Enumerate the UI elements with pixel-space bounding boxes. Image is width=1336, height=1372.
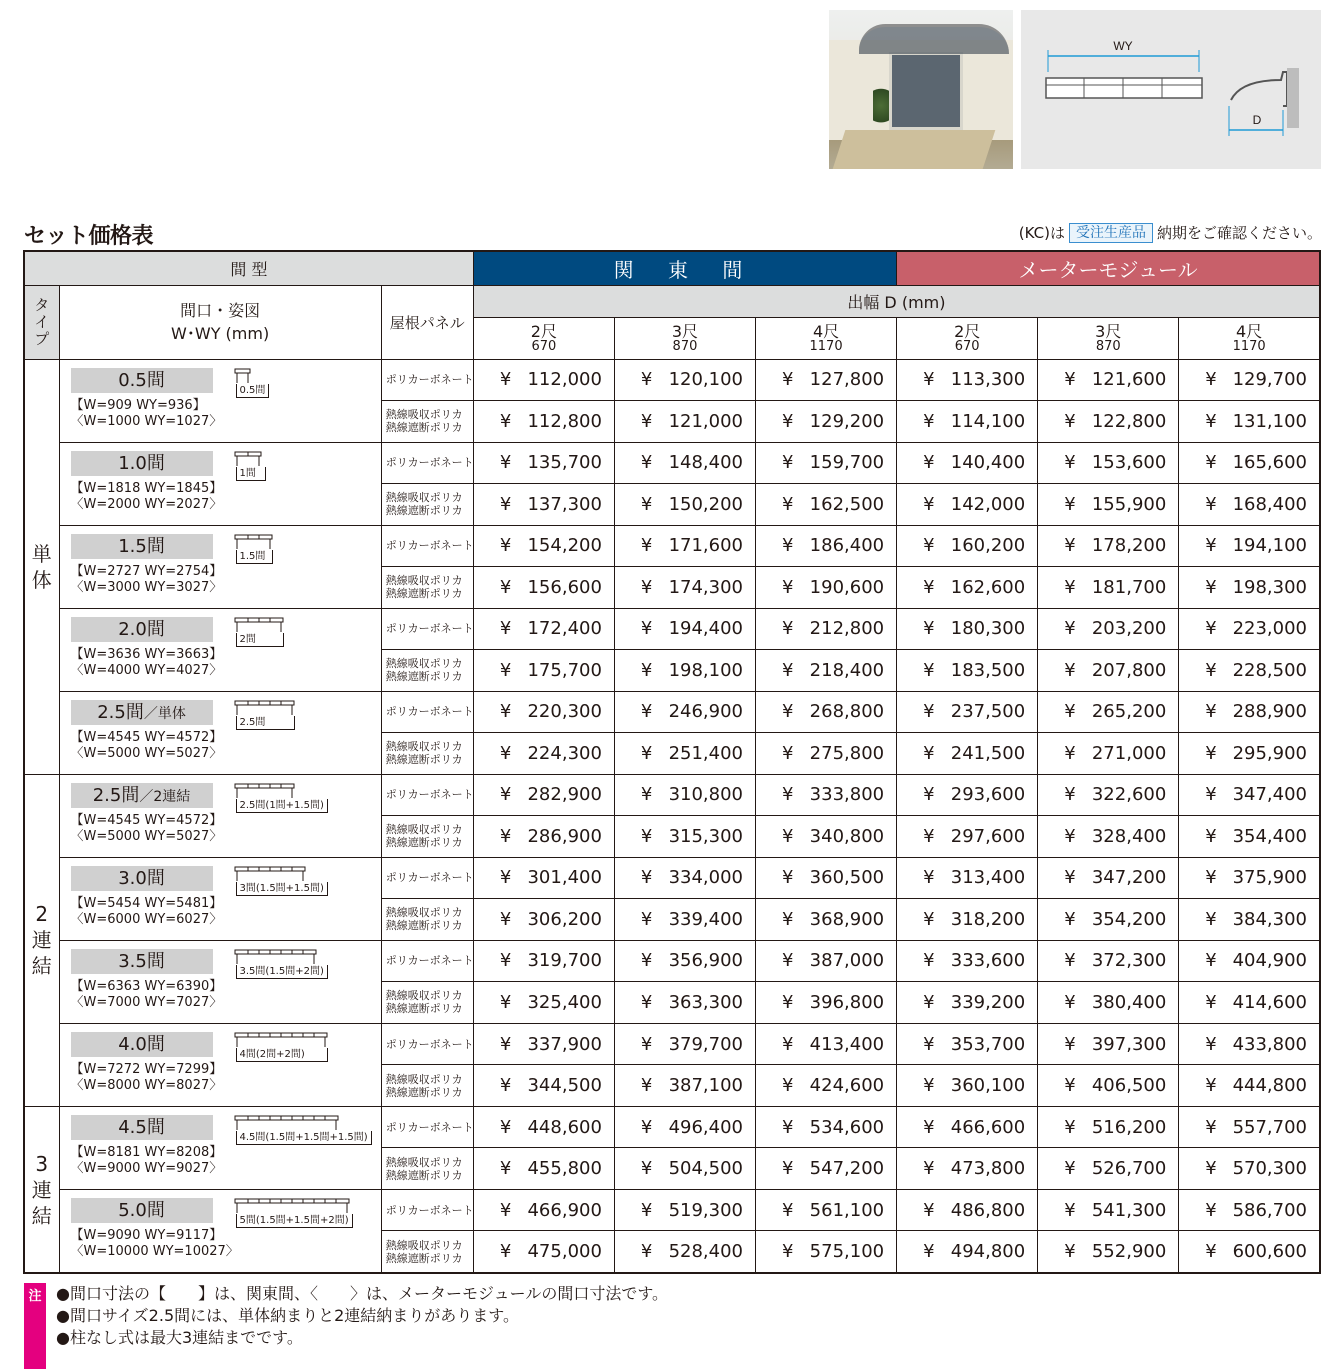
- price-cell: ¥ 516,200: [1038, 1107, 1179, 1148]
- price-cell: ¥ 220,300: [473, 691, 614, 732]
- width-dims: 【W=4545 WY=4572】 〈W=5000 WY=5027〉: [70, 729, 223, 761]
- sketch-caption: 2間: [236, 633, 284, 647]
- width-dims: 【W=6363 WY=6390】 〈W=7000 WY=7027〉: [70, 978, 223, 1010]
- price-cell: ¥ 526,700: [1038, 1148, 1179, 1190]
- price-cell: ¥ 387,000: [756, 940, 897, 981]
- depth-size-header: 3尺 870: [614, 317, 755, 359]
- panel-name: ポリカーボネート: [381, 1107, 473, 1148]
- price-cell: ¥ 198,300: [1179, 566, 1320, 608]
- price-cell: ¥ 318,200: [897, 898, 1038, 940]
- panel-name: 熱線吸収ポリカ 熱線遮断ポリカ: [381, 1065, 473, 1107]
- price-cell: ¥ 360,500: [756, 857, 897, 898]
- price-cell: ¥ 424,600: [756, 1065, 897, 1107]
- width-dims: 【W=7272 WY=7299】 〈W=8000 WY=8027〉: [70, 1062, 223, 1093]
- price-cell: ¥ 198,100: [614, 649, 755, 691]
- type-cell: 2 連 結: [24, 774, 59, 1106]
- price-cell: ¥ 160,200: [897, 525, 1038, 566]
- note-line: ●間口サイズ2.5間には、単体納まりと2連結納まりがあります。: [56, 1306, 520, 1325]
- type-cell: 3 連 結: [24, 1107, 59, 1273]
- price-cell: ¥ 372,300: [1038, 940, 1179, 981]
- price-cell: ¥ 353,700: [897, 1024, 1038, 1065]
- layout-sketch-icon: [234, 451, 262, 479]
- price-cell: ¥ 224,300: [473, 732, 614, 774]
- panel-name: ポリカーボネート: [381, 857, 473, 898]
- price-cell: ¥ 203,200: [1038, 608, 1179, 649]
- price-cell: ¥ 178,200: [1038, 525, 1179, 566]
- layout-sketch-icon: [234, 1032, 328, 1060]
- price-cell: ¥ 600,600: [1179, 1231, 1320, 1273]
- price-cell: ¥ 396,800: [756, 981, 897, 1023]
- price-cell: ¥ 120,100: [614, 359, 755, 400]
- table-row: [24, 774, 1320, 815]
- panel-name: 熱線吸収ポリカ 熱線遮断ポリカ: [381, 1148, 473, 1190]
- price-cell: ¥ 496,400: [614, 1107, 755, 1148]
- price-cell: ¥ 112,800: [473, 400, 614, 442]
- notes: [24, 1283, 668, 1349]
- price-cell: ¥ 310,800: [614, 774, 755, 815]
- price-cell: ¥ 223,000: [1179, 608, 1320, 649]
- depth-size-header: 4尺 1170: [1179, 317, 1320, 359]
- price-cell: ¥ 528,400: [614, 1231, 755, 1273]
- width-label: 4.5間: [71, 1115, 213, 1140]
- price-cell: ¥ 159,700: [756, 442, 897, 483]
- table-row: [24, 1190, 1320, 1231]
- price-cell: ¥ 360,100: [897, 1065, 1038, 1107]
- price-cell: ¥ 150,200: [614, 483, 755, 525]
- price-cell: ¥ 433,800: [1179, 1024, 1320, 1065]
- price-cell: ¥ 156,600: [473, 566, 614, 608]
- depth-size-header: 2尺 670: [897, 317, 1038, 359]
- layout-sketch-icon: [234, 949, 324, 977]
- price-cell: ¥ 148,400: [614, 442, 755, 483]
- price-cell: ¥ 228,500: [1179, 649, 1320, 691]
- table-row: [24, 442, 1320, 483]
- price-cell: ¥ 142,000: [897, 483, 1038, 525]
- price-cell: ¥ 344,500: [473, 1065, 614, 1107]
- price-cell: ¥ 194,400: [614, 608, 755, 649]
- price-cell: ¥ 313,400: [897, 857, 1038, 898]
- width-dims: 【W=3636 WY=3663】 〈W=4000 WY=4027〉: [70, 646, 223, 678]
- price-cell: ¥ 121,600: [1038, 359, 1179, 400]
- price-cell: ¥ 295,900: [1179, 732, 1320, 774]
- price-cell: ¥ 504,500: [614, 1148, 755, 1190]
- panel-name: ポリカーボネート: [381, 940, 473, 981]
- sketch-caption: 3.5間(1.5間+2間): [236, 965, 328, 979]
- price-cell: ¥ 466,600: [897, 1107, 1038, 1148]
- type-cell: 単 体: [24, 359, 59, 774]
- width-label: 4.0間: [71, 1032, 213, 1057]
- price-cell: ¥ 475,000: [473, 1231, 614, 1273]
- price-cell: ¥ 265,200: [1038, 691, 1179, 732]
- layout-sketch-icon: [234, 700, 295, 728]
- price-cell: ¥ 519,300: [614, 1190, 755, 1231]
- width-dims: 【W=8181 WY=8208】 〈W=9000 WY=9027〉: [70, 1145, 223, 1177]
- maguchi-header: 間口・姿図 W･WY (mm): [59, 285, 381, 359]
- width-dims: 【W=2727 WY=2754】 〈W=3000 WY=3027〉: [70, 563, 223, 595]
- price-cell: ¥ 180,300: [897, 608, 1038, 649]
- kanto-header: 関 東 間: [473, 251, 896, 285]
- page-title: セット価格表: [24, 224, 154, 249]
- width-label: 3.0間: [71, 866, 213, 891]
- panel-name: ポリカーボネート: [381, 1024, 473, 1065]
- width-cell: [59, 774, 381, 857]
- layout-sketch-icon: [234, 1115, 368, 1144]
- note-line: ●間口寸法の【 】は、関東間、〈 〉は、メーターモジュールの間口寸法です。: [56, 1284, 669, 1303]
- price-cell: ¥ 356,900: [614, 940, 755, 981]
- kc-note: (KC)は 受注生産品 納期をご確認ください。: [1018, 224, 1322, 242]
- price-cell: ¥ 162,600: [897, 566, 1038, 608]
- price-cell: ¥ 379,700: [614, 1024, 755, 1065]
- width-dims: 【W=1818 WY=1845】 〈W=2000 WY=2027〉: [70, 480, 223, 512]
- price-cell: ¥ 194,100: [1179, 525, 1320, 566]
- price-cell: ¥ 129,200: [756, 400, 897, 442]
- price-cell: ¥ 406,500: [1038, 1065, 1179, 1107]
- price-cell: ¥ 334,000: [614, 857, 755, 898]
- width-dims: 【W=9090 WY=9117】 〈W=10000 WY=10027〉: [70, 1228, 239, 1260]
- depth-size-header: 2尺 670: [473, 317, 614, 359]
- price-cell: ¥ 165,600: [1179, 442, 1320, 483]
- price-cell: ¥ 129,700: [1179, 359, 1320, 400]
- sketch-caption: 4.5間(1.5間+1.5間+1.5間): [236, 1131, 372, 1145]
- price-cell: ¥ 183,500: [897, 649, 1038, 691]
- panel-name: 熱線吸収ポリカ 熱線遮断ポリカ: [381, 815, 473, 857]
- price-cell: ¥ 363,300: [614, 981, 755, 1023]
- price-cell: ¥ 181,700: [1038, 566, 1179, 608]
- price-cell: ¥ 397,300: [1038, 1024, 1179, 1065]
- price-cell: ¥ 414,600: [1179, 981, 1320, 1023]
- wy-label: WY: [1113, 39, 1133, 53]
- width-cell: [59, 442, 381, 525]
- sketch-caption: 0.5間: [236, 384, 270, 398]
- price-cell: ¥ 319,700: [473, 940, 614, 981]
- panel-name: 熱線吸収ポリカ 熱線遮断ポリカ: [381, 898, 473, 940]
- price-cell: ¥ 384,300: [1179, 898, 1320, 940]
- width-label: 1.5間: [71, 534, 213, 559]
- price-cell: ¥ 315,300: [614, 815, 755, 857]
- price-cell: ¥ 190,600: [756, 566, 897, 608]
- sketch-caption: 1間: [236, 467, 266, 481]
- price-cell: ¥ 275,800: [756, 732, 897, 774]
- price-cell: ¥ 387,100: [614, 1065, 755, 1107]
- price-cell: ¥ 333,600: [897, 940, 1038, 981]
- panel-name: 熱線吸収ポリカ 熱線遮断ポリカ: [381, 981, 473, 1023]
- note-line: ●柱なし式は最大3連結までです。: [56, 1328, 303, 1347]
- d-label: D: [1252, 113, 1262, 127]
- width-cell: [59, 359, 381, 442]
- price-cell: ¥ 541,300: [1038, 1190, 1179, 1231]
- price-cell: ¥ 137,300: [473, 483, 614, 525]
- price-cell: ¥ 171,600: [614, 525, 755, 566]
- price-cell: ¥ 286,900: [473, 815, 614, 857]
- width-cell: [59, 1024, 381, 1107]
- width-cell: [59, 940, 381, 1023]
- sketch-caption: 2.5間(1間+1.5間): [236, 799, 328, 813]
- sketch-caption: 1.5間: [236, 550, 273, 564]
- price-cell: ¥ 473,800: [897, 1148, 1038, 1190]
- table-row: [24, 857, 1320, 898]
- width-cell: [59, 691, 381, 774]
- layout-sketch-icon: [234, 783, 324, 811]
- panel-name: ポリカーボネート: [381, 525, 473, 566]
- depth-size-header: 4尺 1170: [756, 317, 897, 359]
- price-cell: ¥ 328,400: [1038, 815, 1179, 857]
- price-cell: ¥ 466,900: [473, 1190, 614, 1231]
- price-cell: ¥ 246,900: [614, 691, 755, 732]
- price-cell: ¥ 340,800: [756, 815, 897, 857]
- price-cell: ¥ 333,800: [756, 774, 897, 815]
- price-cell: ¥ 347,200: [1038, 857, 1179, 898]
- width-cell: [59, 1107, 381, 1190]
- depth-size-header: 3尺 870: [1038, 317, 1179, 359]
- product-photo: [829, 10, 1013, 169]
- price-cell: ¥ 268,800: [756, 691, 897, 732]
- layout-sketch-icon: [234, 866, 324, 894]
- sketch-caption: 3間(1.5間+1.5間): [236, 882, 328, 896]
- price-cell: ¥ 561,100: [756, 1190, 897, 1231]
- price-cell: ¥ 112,000: [473, 359, 614, 400]
- panel-name: ポリカーボネート: [381, 442, 473, 483]
- width-dims: 【W=4545 WY=4572】 〈W=5000 WY=5027〉: [70, 812, 223, 844]
- price-cell: ¥ 155,900: [1038, 483, 1179, 525]
- price-cell: ¥ 241,500: [897, 732, 1038, 774]
- panel-name: 熱線吸収ポリカ 熱線遮断ポリカ: [381, 649, 473, 691]
- width-label: 3.5間: [71, 949, 213, 974]
- width-label: 2.5間／2連結: [71, 783, 213, 808]
- sketch-caption: 5間(1.5間+1.5間+2間): [236, 1214, 353, 1228]
- type-header: タイプ: [24, 285, 59, 359]
- roof-header: 屋根パネル: [381, 285, 473, 359]
- price-cell: ¥ 534,600: [756, 1107, 897, 1148]
- price-cell: ¥ 174,300: [614, 566, 755, 608]
- price-cell: ¥ 552,900: [1038, 1231, 1179, 1273]
- price-cell: ¥ 207,800: [1038, 649, 1179, 691]
- price-cell: ¥ 347,400: [1179, 774, 1320, 815]
- price-cell: ¥ 337,900: [473, 1024, 614, 1065]
- panel-name: 熱線吸収ポリカ 熱線遮断ポリカ: [381, 483, 473, 525]
- width-cell: [59, 608, 381, 691]
- sketch-caption: 4間(2間+2間): [236, 1048, 328, 1062]
- layout-sketch-icon: [234, 534, 273, 562]
- price-cell: ¥ 172,400: [473, 608, 614, 649]
- panel-name: 熱線吸収ポリカ 熱線遮断ポリカ: [381, 732, 473, 774]
- price-cell: ¥ 368,900: [756, 898, 897, 940]
- price-cell: ¥ 168,400: [1179, 483, 1320, 525]
- table-row: [24, 1024, 1320, 1065]
- price-cell: ¥ 570,300: [1179, 1148, 1320, 1190]
- price-cell: ¥ 404,900: [1179, 940, 1320, 981]
- price-cell: ¥ 186,400: [756, 525, 897, 566]
- panel-name: 熱線吸収ポリカ 熱線遮断ポリカ: [381, 1231, 473, 1273]
- price-cell: ¥ 325,400: [473, 981, 614, 1023]
- price-cell: ¥ 121,000: [614, 400, 755, 442]
- price-cell: ¥ 339,400: [614, 898, 755, 940]
- price-cell: ¥ 444,800: [1179, 1065, 1320, 1107]
- width-label: 2.5間／単体: [71, 700, 213, 725]
- panel-name: ポリカーボネート: [381, 359, 473, 400]
- price-cell: ¥ 448,600: [473, 1107, 614, 1148]
- table-row: [24, 359, 1320, 400]
- width-dims: 【W=909 WY=936】 〈W=1000 WY=1027〉: [70, 397, 223, 429]
- layout-sketch-icon: [234, 368, 266, 396]
- width-cell: [59, 1190, 381, 1273]
- price-cell: ¥ 135,700: [473, 442, 614, 483]
- price-cell: ¥ 547,200: [756, 1148, 897, 1190]
- panel-name: ポリカーボネート: [381, 1190, 473, 1231]
- panel-name: ポリカーボネート: [381, 774, 473, 815]
- dimension-diagram: [1021, 10, 1321, 169]
- price-cell: ¥ 293,600: [897, 774, 1038, 815]
- meter-header: メーターモジュール: [897, 251, 1320, 285]
- price-cell: ¥ 575,100: [756, 1231, 897, 1273]
- price-cell: ¥ 301,400: [473, 857, 614, 898]
- price-cell: ¥ 175,700: [473, 649, 614, 691]
- price-table: [23, 250, 1321, 1274]
- width-label: 5.0間: [71, 1198, 213, 1223]
- width-dims: 【W=5454 WY=5481】 〈W=6000 WY=6027〉: [70, 895, 223, 927]
- price-cell: ¥ 113,300: [897, 359, 1038, 400]
- price-cell: ¥ 354,400: [1179, 815, 1320, 857]
- layout-sketch-icon: [234, 1198, 350, 1227]
- price-cell: ¥ 297,600: [897, 815, 1038, 857]
- price-cell: ¥ 140,400: [897, 442, 1038, 483]
- price-cell: ¥ 494,800: [897, 1231, 1038, 1273]
- price-cell: ¥ 380,400: [1038, 981, 1179, 1023]
- price-cell: ¥ 375,900: [1179, 857, 1320, 898]
- price-cell: ¥ 218,400: [756, 649, 897, 691]
- layout-sketch-icon: [234, 617, 284, 645]
- made-to-order-badge: 受注生産品: [1069, 223, 1153, 243]
- table-row: [24, 940, 1320, 981]
- price-cell: ¥ 322,600: [1038, 774, 1179, 815]
- price-cell: ¥ 557,700: [1179, 1107, 1320, 1148]
- table-row: [24, 608, 1320, 649]
- price-cell: ¥ 455,800: [473, 1148, 614, 1190]
- price-cell: ¥ 339,200: [897, 981, 1038, 1023]
- table-row: [24, 691, 1320, 732]
- madori-header: 間 型: [24, 251, 473, 285]
- price-cell: ¥ 282,900: [473, 774, 614, 815]
- width-cell: [59, 857, 381, 940]
- price-cell: ¥ 153,600: [1038, 442, 1179, 483]
- price-cell: ¥ 154,200: [473, 525, 614, 566]
- price-cell: ¥ 237,500: [897, 691, 1038, 732]
- price-cell: ¥ 288,900: [1179, 691, 1320, 732]
- table-row: [24, 525, 1320, 566]
- table-row: [24, 1107, 1320, 1148]
- price-cell: ¥ 122,800: [1038, 400, 1179, 442]
- price-cell: ¥ 114,100: [897, 400, 1038, 442]
- panel-name: 熱線吸収ポリカ 熱線遮断ポリカ: [381, 566, 473, 608]
- price-cell: ¥ 271,000: [1038, 732, 1179, 774]
- price-cell: ¥ 354,200: [1038, 898, 1179, 940]
- width-label: 1.0間: [71, 451, 213, 476]
- price-cell: ¥ 251,400: [614, 732, 755, 774]
- note-tag: 注: [24, 1283, 46, 1369]
- price-cell: ¥ 131,100: [1179, 400, 1320, 442]
- panel-name: ポリカーボネート: [381, 608, 473, 649]
- price-cell: ¥ 413,400: [756, 1024, 897, 1065]
- panel-name: ポリカーボネート: [381, 691, 473, 732]
- price-cell: ¥ 127,800: [756, 359, 897, 400]
- depth-header: 出幅 D (mm): [473, 285, 1320, 317]
- panel-name: 熱線吸収ポリカ 熱線遮断ポリカ: [381, 400, 473, 442]
- width-label: 2.0間: [71, 617, 213, 642]
- price-cell: ¥ 486,800: [897, 1190, 1038, 1231]
- sketch-caption: 2.5間: [236, 716, 295, 730]
- width-label: 0.5間: [71, 368, 213, 393]
- price-cell: ¥ 212,800: [756, 608, 897, 649]
- price-cell: ¥ 306,200: [473, 898, 614, 940]
- price-cell: ¥ 586,700: [1179, 1190, 1320, 1231]
- width-cell: [59, 525, 381, 608]
- price-cell: ¥ 162,500: [756, 483, 897, 525]
